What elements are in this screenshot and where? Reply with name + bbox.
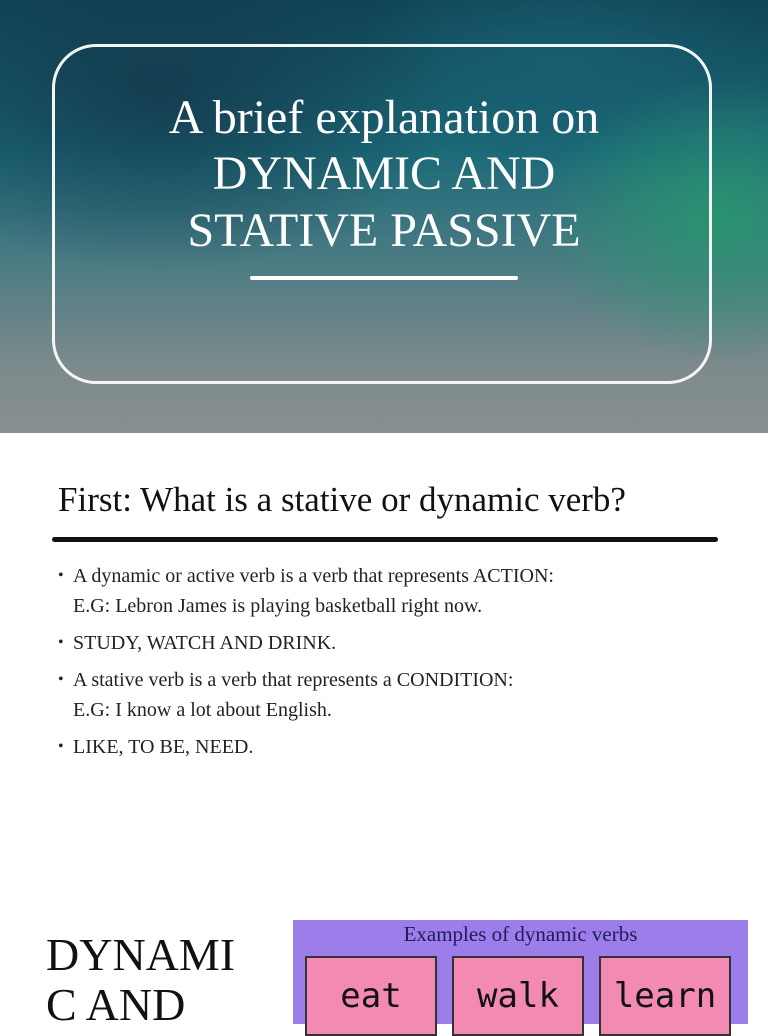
bullet-item <box>58 732 738 762</box>
dynamic-verbs-slide <box>0 880 768 1030</box>
bullet-item <box>58 628 738 658</box>
verb-card-learn: learn <box>599 956 731 1036</box>
bullet-dot-icon: • <box>58 671 64 688</box>
verb-card-eat: eat <box>305 956 437 1036</box>
examples-title: Examples of dynamic verbs <box>403 922 638 946</box>
bullet-dot-icon: • <box>58 738 64 755</box>
bullet-text: A stative verb is a verb that represents a CONDITION: <box>73 669 514 691</box>
verb-card-walk: walk <box>452 956 584 1036</box>
title-line-1: A brief explanation on <box>168 91 600 144</box>
title-rule <box>52 537 718 542</box>
title-line-1: DYNAMI <box>46 929 236 980</box>
slide-title: First: What is a stative or dynamic verb? <box>58 480 626 519</box>
slide-title <box>46 930 266 1030</box>
bullet-dot-icon: • <box>58 567 64 584</box>
bullet-list <box>58 561 738 769</box>
title-underline <box>250 276 518 280</box>
title-slide <box>0 0 768 433</box>
bullet-text: A dynamic or active verb is a verb that represents ACTION: <box>73 565 554 587</box>
title-line-3: STATIVE PASSIVE <box>187 204 581 257</box>
bullet-text: STUDY, WATCH AND DRINK. <box>73 632 337 654</box>
bullet-item <box>58 665 738 725</box>
title-line-2: DYNAMIC AND <box>212 147 556 200</box>
title-line-2: C AND <box>46 979 186 1030</box>
examples-image <box>293 920 748 1024</box>
bullet-dot-icon: • <box>58 634 64 651</box>
bullet-item <box>58 561 738 621</box>
definition-slide <box>0 433 768 880</box>
bullet-subtext: E.G: I know a lot about English. <box>73 699 332 721</box>
bullet-subtext: E.G: Lebron James is playing basketball right now. <box>73 595 483 617</box>
bullet-text: LIKE, TO BE, NEED. <box>73 736 254 758</box>
